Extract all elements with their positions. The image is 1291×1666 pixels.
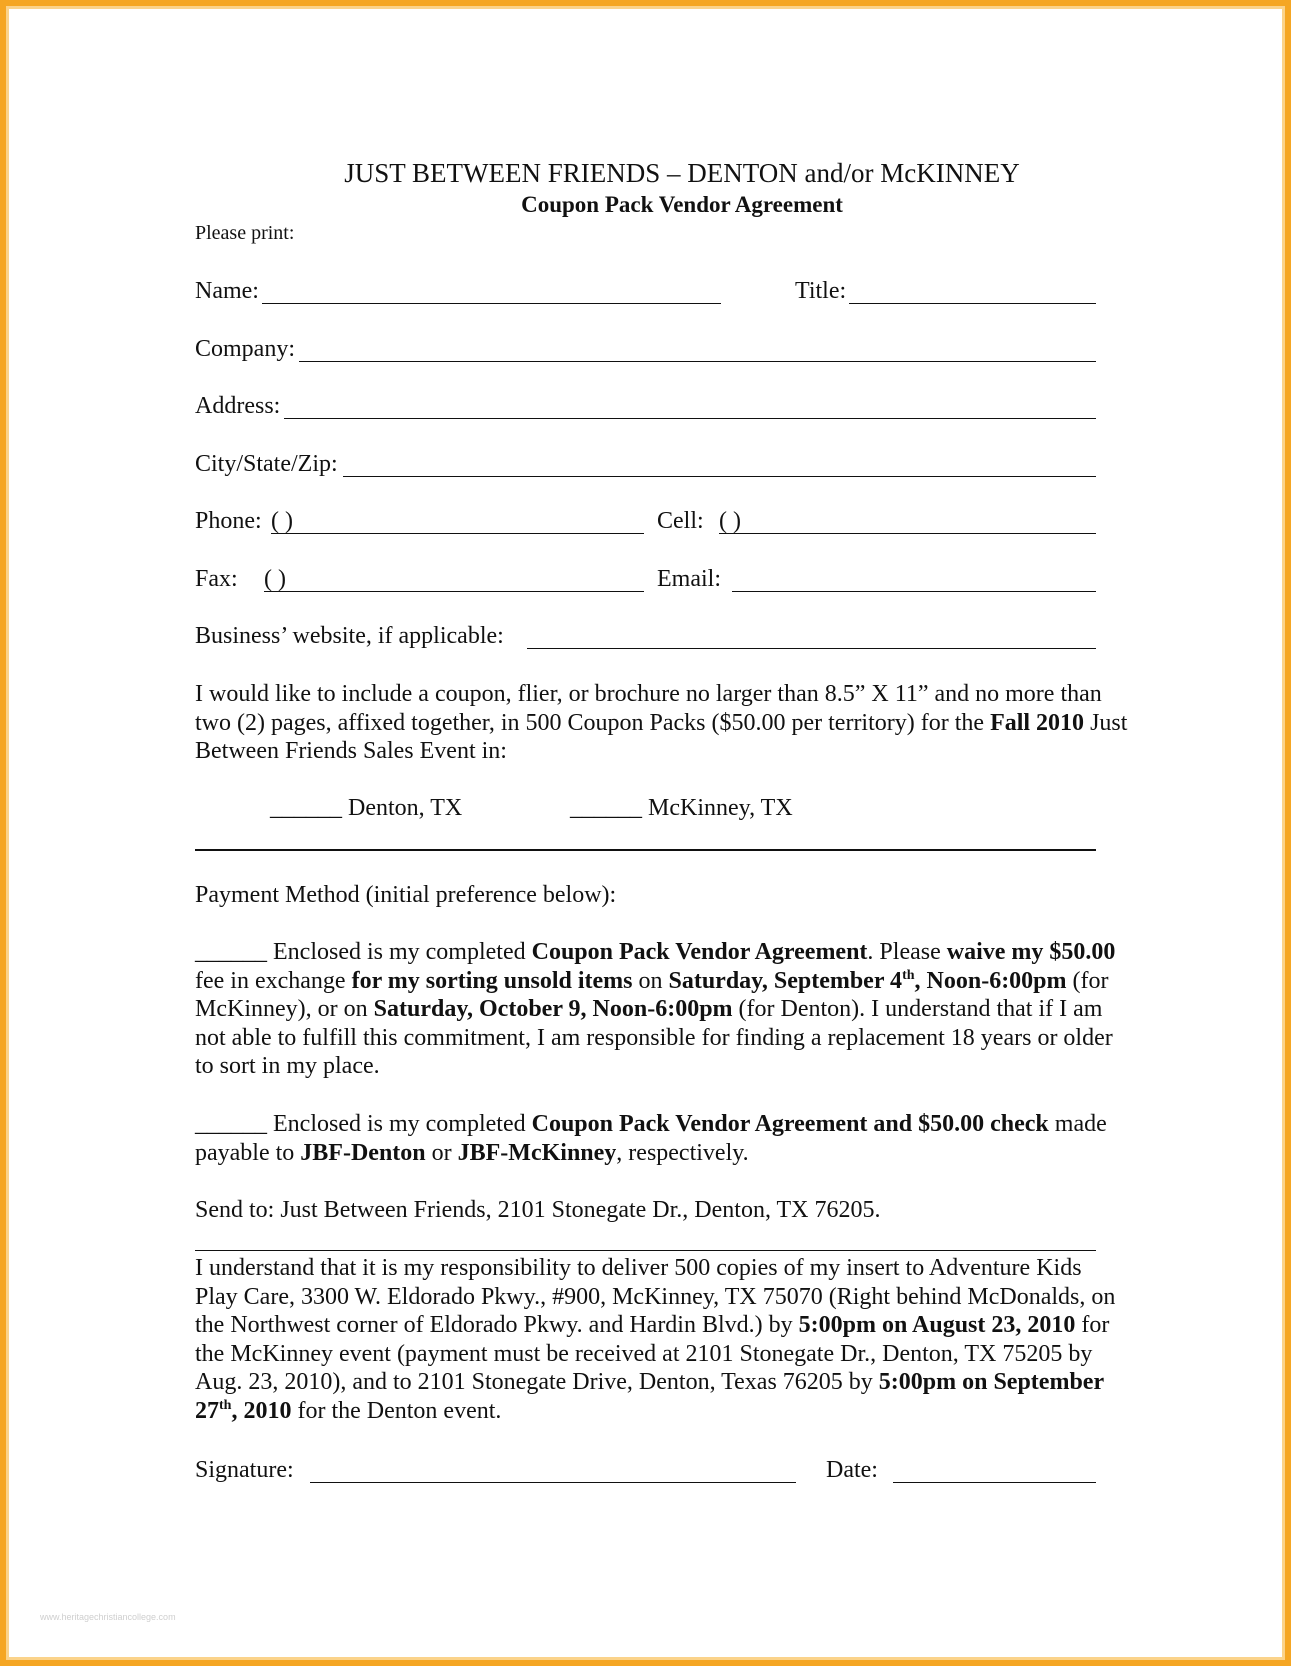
- city-state-zip-field[interactable]: [343, 476, 1096, 477]
- phone-field[interactable]: [271, 533, 644, 534]
- payment-option-2-blank[interactable]: ______: [195, 1111, 267, 1137]
- offer-line-3: Between Friends Sales Event in:: [195, 738, 507, 764]
- offer-paragraph: [195, 680, 1175, 766]
- title-field[interactable]: [849, 303, 1096, 304]
- name-field[interactable]: [262, 303, 721, 304]
- website-field[interactable]: [527, 648, 1096, 649]
- signature-label: Signature:: [195, 1457, 294, 1483]
- cell-area-code: ( ): [719, 508, 741, 534]
- name-label: Name:: [195, 278, 259, 304]
- denton-initial-blank[interactable]: ______: [270, 795, 342, 821]
- denton-option[interactable]: [270, 795, 462, 822]
- email-field[interactable]: [732, 591, 1096, 592]
- denton-label: Denton, TX: [348, 795, 463, 821]
- cell-field[interactable]: [719, 533, 1096, 534]
- payment-option-1-blank[interactable]: ______: [195, 939, 267, 965]
- fax-area-code: ( ): [264, 566, 286, 592]
- delivery-line-1: I understand that it is my responsibility to deliver 500 copies of my insert to Adventure Kids: [195, 1255, 1082, 1281]
- payment-option-2-line-1: ______ Enclosed is my completed Coupon Pack Vendor Agreement and $50.00 check made: [195, 1111, 1107, 1137]
- city-state-zip-label: City/State/Zip:: [195, 451, 338, 477]
- watermark: www.heritagechristiancollege.com: [40, 1612, 176, 1622]
- website-label: Business’ website, if applicable:: [195, 623, 504, 649]
- document-title: JUST BETWEEN FRIENDS – DENTON and/or McKINNEY: [344, 158, 1020, 188]
- address-label: Address:: [195, 393, 281, 419]
- delivery-line-5: Aug. 23, 2010), and to 2101 Stonegate Drive, Denton, Texas 76205 by 5:00pm on September: [195, 1369, 1105, 1395]
- delivery-line-3: the Northwest corner of Eldorado Pkwy. and Hardin Blvd.) by 5:00pm on August 23, 2010 for: [195, 1312, 1110, 1338]
- address-field[interactable]: [284, 418, 1096, 419]
- payment-option-1-line-1: ______ Enclosed is my completed Coupon Pack Vendor Agreement. Please waive my $50.00: [195, 939, 1116, 965]
- payment-option-1: [195, 938, 1175, 1081]
- delivery-line-6: 27th, 2010 for the Denton event.: [195, 1397, 502, 1424]
- date-label: Date:: [826, 1457, 878, 1483]
- mckinney-label: McKinney, TX: [648, 795, 793, 821]
- fax-label: Fax:: [195, 566, 238, 592]
- payment-heading: Payment Method (initial preference below):: [195, 882, 617, 908]
- payment-option-2: [195, 1110, 1175, 1167]
- company-field[interactable]: [299, 361, 1096, 362]
- fax-field[interactable]: [264, 591, 644, 592]
- phone-label: Phone:: [195, 508, 262, 534]
- mckinney-initial-blank[interactable]: ______: [570, 795, 642, 821]
- document-subtitle: Coupon Pack Vendor Agreement: [521, 192, 843, 217]
- date-field[interactable]: [893, 1482, 1096, 1483]
- print-instruction: Please print:: [195, 222, 295, 244]
- payment-option-1-line-2: fee in exchange for my sorting unsold items on Saturday, September 4th, Noon-6:00pm (for: [195, 967, 1109, 994]
- delivery-divider: [195, 1250, 1096, 1251]
- phone-area-code: ( ): [271, 508, 293, 534]
- offer-line-2: two (2) pages, affixed together, in 500 Coupon Packs ($50.00 per territory) for the Fall 2010 Just: [195, 709, 1128, 736]
- send-to-address: Send to: Just Between Friends, 2101 Stonegate Dr., Denton, TX 76205.: [195, 1197, 881, 1223]
- email-label: Email:: [657, 566, 721, 592]
- payment-option-1-line-3: McKinney), or on Saturday, October 9, Noon-6:00pm (for Denton). I understand that if I am: [195, 996, 1103, 1022]
- section-divider: [195, 849, 1096, 851]
- company-label: Company:: [195, 336, 295, 362]
- delivery-paragraph: [195, 1254, 1175, 1425]
- delivery-line-2: Play Care, 3300 W. Eldorado Pkwy., #900, McKinney, TX 75070 (Right behind McDonalds, on: [195, 1283, 1116, 1310]
- payment-option-2-line-2: payable to JBF-Denton or JBF-McKinney, respectively.: [195, 1139, 749, 1166]
- delivery-line-4: the McKinney event (payment must be received at 2101 Stonegate Dr., Denton, TX 75205 by: [195, 1340, 1093, 1367]
- payment-option-1-line-5: to sort in my place.: [195, 1053, 380, 1079]
- title-label: Title:: [795, 278, 847, 304]
- payment-option-1-line-4: not able to fulfill this commitment, I am responsible for finding a replacement 18 years or older: [195, 1024, 1113, 1051]
- mckinney-option[interactable]: [570, 795, 793, 822]
- cell-label: Cell:: [657, 508, 704, 534]
- signature-field[interactable]: [310, 1482, 796, 1483]
- offer-line-1: I would like to include a coupon, flier, or brochure no larger than 8.5” X 11” and no more than: [195, 681, 1102, 707]
